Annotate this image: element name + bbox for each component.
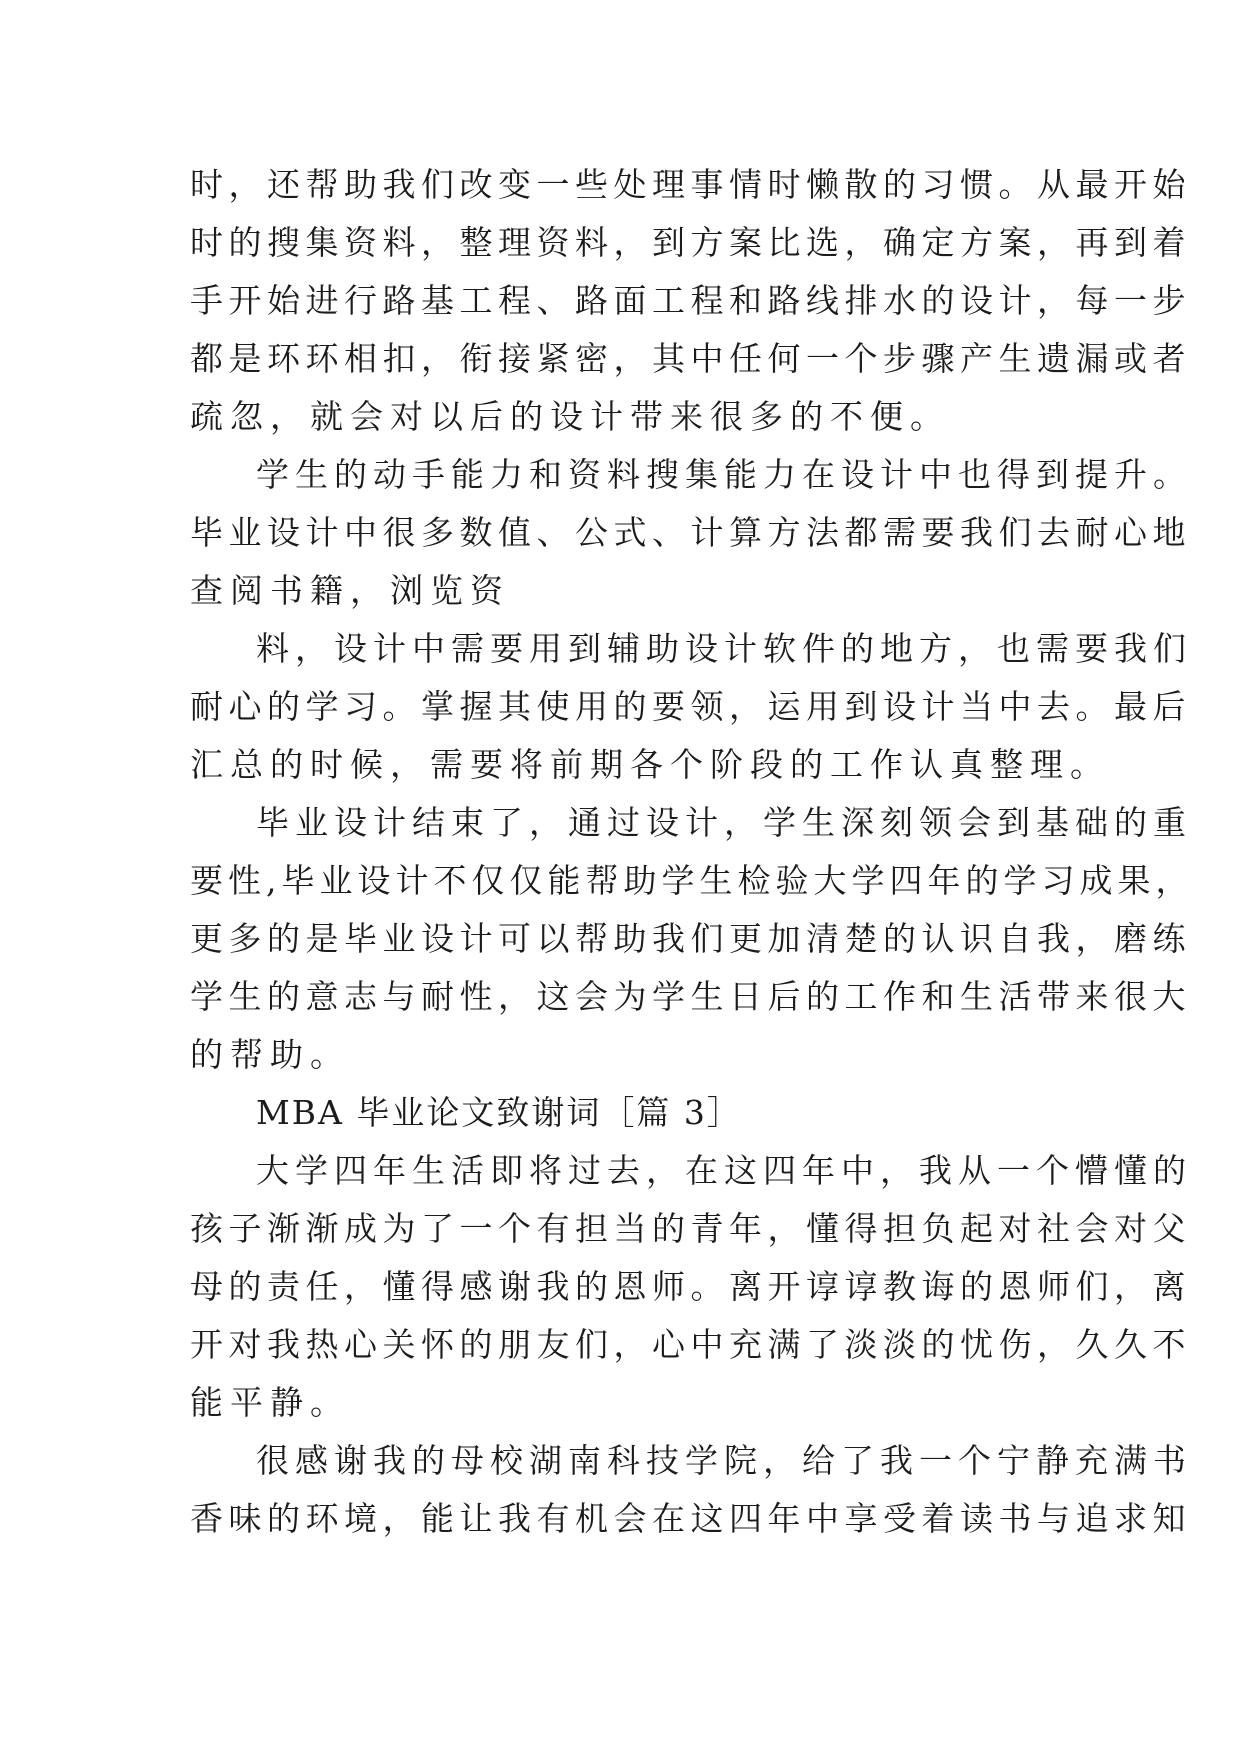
body-text-line: 学生的意志与耐性，这会为学生日后的工作和生活带来很大 bbox=[190, 977, 1191, 1016]
paragraph-first-line: 很感谢我的母校湖南科技学院，给了我一个宁静充满书 bbox=[256, 1441, 1192, 1480]
paragraph-first-line: 学生的动手能力和资料搜集能力在设计中也得到提升。 bbox=[256, 455, 1192, 494]
body-text-line: 毕业设计中很多数值、公式、计算方法都需要我们去耐心地 bbox=[190, 513, 1191, 552]
paragraph-first-line: 毕业设计结束了，通过设计，学生深刻领会到基础的重 bbox=[256, 803, 1192, 842]
section-heading: MBA 毕业论文致谢词［篇 3］ bbox=[256, 1093, 742, 1132]
paragraph-first-line: 料，设计中需要用到辅助设计软件的地方，也需要我们 bbox=[256, 629, 1192, 668]
paragraph-first-line: 大学四年生活即将过去，在这四年中，我从一个懵懂的 bbox=[256, 1151, 1192, 1190]
body-text-line: 香味的环境，能让我有机会在这四年中享受着读书与追求知 bbox=[190, 1499, 1191, 1538]
body-text-line: 母的责任，懂得感谢我的恩师。离开谆谆教诲的恩师们，离 bbox=[190, 1267, 1191, 1306]
body-text-line: 开对我热心关怀的朋友们，心中充满了淡淡的忧伤，久久不 bbox=[190, 1325, 1191, 1364]
body-text-line: 耐心的学习。掌握其使用的要领，运用到设计当中去。最后 bbox=[190, 687, 1191, 726]
body-text-line: 手开始进行路基工程、路面工程和路线排水的设计，每一步 bbox=[190, 281, 1191, 320]
body-text-line: 都是环环相扣，衔接紧密，其中任何一个步骤产生遗漏或者 bbox=[190, 339, 1191, 378]
body-text-line: 汇总的时候，需要将前期各个阶段的工作认真整理。 bbox=[190, 745, 1110, 784]
body-text-line: 疏忽，就会对以后的设计带来很多的不便。 bbox=[190, 397, 950, 436]
body-text-line: 的帮助。 bbox=[190, 1035, 350, 1074]
body-text-line: 更多的是毕业设计可以帮助我们更加清楚的认识自我，磨练 bbox=[190, 919, 1191, 958]
body-text-line: 时的搜集资料，整理资料，到方案比选，确定方案，再到着 bbox=[190, 223, 1191, 262]
body-text-line: 孩子渐渐成为了一个有担当的青年，懂得担负起对社会对父 bbox=[190, 1209, 1191, 1248]
body-text-line: 能平静。 bbox=[190, 1383, 350, 1422]
body-text-line: 查阅书籍，浏览资 bbox=[190, 571, 510, 610]
body-text-line: 时，还帮助我们改变一些处理事情时懒散的习惯。从最开始 bbox=[190, 165, 1191, 204]
body-text-line: 要性,毕业设计不仅仅能帮助学生检验大学四年的学习成果， bbox=[190, 861, 1194, 900]
